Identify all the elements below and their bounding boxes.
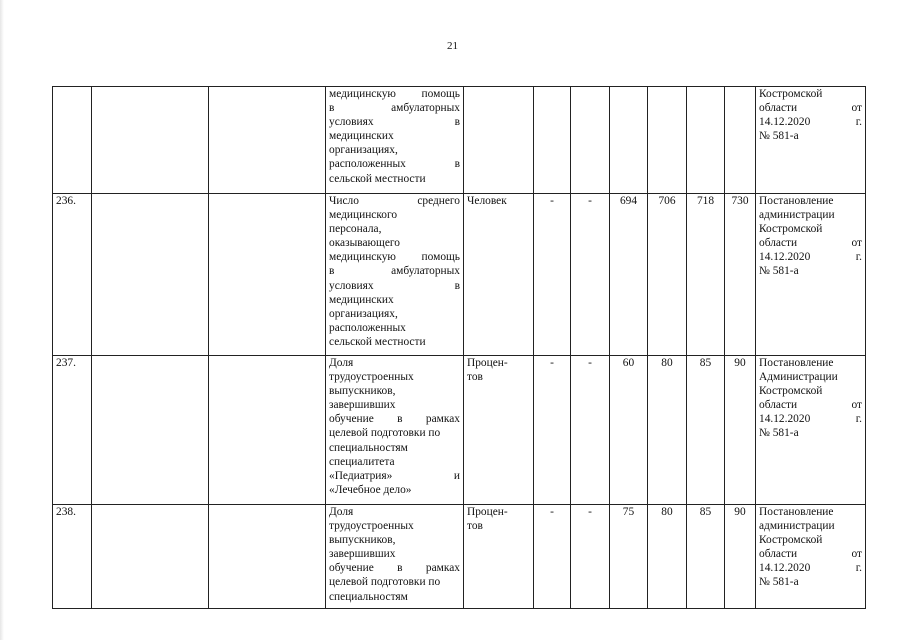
basis-line: № 581-а bbox=[759, 265, 799, 278]
indicator-line: организациях, bbox=[329, 144, 398, 157]
legal-basis bbox=[756, 356, 866, 505]
scan-edge bbox=[0, 0, 4, 640]
basis-line: 14.12.2020 г. bbox=[759, 562, 862, 575]
basis-line: Постановление bbox=[759, 195, 834, 207]
basis-line: администрации bbox=[759, 520, 835, 533]
value-v4 bbox=[648, 87, 687, 194]
indicator-line: условиях в bbox=[329, 279, 460, 292]
indicator-line: «Лечебное дело» bbox=[329, 483, 412, 496]
indicator-line: оказывающего bbox=[329, 237, 400, 250]
value-v1: - bbox=[534, 194, 571, 356]
value-v1 bbox=[534, 87, 571, 194]
value-v6: 90 bbox=[725, 356, 756, 505]
table-row bbox=[53, 194, 866, 356]
indicator-line: организациях, bbox=[329, 307, 398, 320]
table-row bbox=[53, 356, 866, 505]
value-v3: 75 bbox=[610, 505, 648, 609]
indicator-name bbox=[326, 87, 464, 194]
indicator-line: условиях в bbox=[329, 116, 460, 129]
unit-line: тов bbox=[467, 371, 483, 384]
indicator-line: сельской местности bbox=[329, 172, 426, 185]
indicator-line: Доля bbox=[329, 506, 354, 518]
basis-line: 14.12.2020 г. bbox=[759, 116, 862, 129]
indicator-name bbox=[326, 356, 464, 505]
basis-line: 14.12.2020 г. bbox=[759, 251, 862, 264]
indicator-line: специальностям bbox=[329, 590, 408, 603]
value-v3 bbox=[610, 87, 648, 194]
legal-basis bbox=[756, 505, 866, 609]
table-body bbox=[53, 87, 866, 609]
value-v1: - bbox=[534, 505, 571, 609]
indicator-line: в амбулаторных bbox=[329, 102, 460, 115]
basis-line: № 581-а bbox=[759, 427, 799, 440]
basis-line: Постановление bbox=[759, 506, 834, 518]
indicator-line: медицинских bbox=[329, 293, 394, 306]
indicator-line: Число среднего bbox=[329, 195, 460, 207]
basis-line: № 581-а bbox=[759, 130, 799, 143]
row-number: 237. bbox=[53, 356, 92, 505]
indicator-name bbox=[326, 194, 464, 356]
task-cell bbox=[209, 194, 326, 356]
indicator-line: сельской местности bbox=[329, 335, 426, 348]
value-v2: - bbox=[571, 356, 610, 505]
row-number bbox=[53, 87, 92, 194]
unit-cell bbox=[464, 356, 534, 505]
unit-line: Процен- bbox=[467, 506, 508, 518]
value-v1: - bbox=[534, 356, 571, 505]
indicator-line: в амбулаторных bbox=[329, 265, 460, 278]
value-v4: 80 bbox=[648, 505, 687, 609]
value-v3: 694 bbox=[610, 194, 648, 356]
indicator-line: медицинских bbox=[329, 130, 394, 143]
value-v3: 60 bbox=[610, 356, 648, 505]
basis-line: Постановление bbox=[759, 357, 834, 369]
value-v4: 80 bbox=[648, 356, 687, 505]
basis-line: администрации bbox=[759, 209, 835, 222]
indicator-line: «Педиатрия» и bbox=[329, 469, 460, 482]
indicator-line: завершивших bbox=[329, 399, 396, 412]
table-row bbox=[53, 505, 866, 609]
indicator-line: целевой подготовки по bbox=[329, 427, 441, 440]
task-cell bbox=[209, 356, 326, 505]
value-v6 bbox=[725, 87, 756, 194]
unit-line: тов bbox=[467, 520, 483, 533]
table-row bbox=[53, 87, 866, 194]
indicator-line: специалитета bbox=[329, 455, 395, 468]
indicators-table bbox=[52, 86, 866, 609]
basis-line: области от bbox=[759, 237, 862, 250]
indicator-name bbox=[326, 505, 464, 609]
row-number: 238. bbox=[53, 505, 92, 609]
task-cell bbox=[209, 505, 326, 609]
value-v2: - bbox=[571, 505, 610, 609]
indicator-line: расположенных bbox=[329, 321, 406, 334]
value-v6: 730 bbox=[725, 194, 756, 356]
indicator-line: выпускников, bbox=[329, 534, 396, 547]
program-cell bbox=[92, 87, 209, 194]
program-cell bbox=[92, 505, 209, 609]
unit-line: Человек bbox=[467, 195, 507, 207]
program-cell bbox=[92, 194, 209, 356]
indicator-line: медицинскую помощь bbox=[329, 251, 460, 264]
row-number: 236. bbox=[53, 194, 92, 356]
basis-line: Костромской bbox=[759, 223, 823, 236]
value-v6: 90 bbox=[725, 505, 756, 609]
value-v2 bbox=[571, 87, 610, 194]
basis-line: № 581-а bbox=[759, 576, 799, 589]
indicator-line: персонала, bbox=[329, 223, 382, 236]
basis-line: Костромской bbox=[759, 534, 823, 547]
value-v5: 718 bbox=[687, 194, 725, 356]
basis-line: 14.12.2020 г. bbox=[759, 413, 862, 426]
value-v2: - bbox=[571, 194, 610, 356]
unit-line: Процен- bbox=[467, 357, 508, 369]
value-v5: 85 bbox=[687, 356, 725, 505]
basis-line: области от bbox=[759, 548, 862, 561]
unit-cell bbox=[464, 194, 534, 356]
basis-line: Администрации bbox=[759, 371, 838, 384]
indicator-line: Доля bbox=[329, 357, 354, 369]
program-cell bbox=[92, 356, 209, 505]
value-v5: 85 bbox=[687, 505, 725, 609]
basis-line: Костромской bbox=[759, 385, 823, 398]
indicator-line: медицинского bbox=[329, 209, 398, 222]
page-number: 21 bbox=[447, 40, 458, 52]
indicator-line: целевой подготовки по bbox=[329, 576, 441, 589]
legal-basis bbox=[756, 194, 866, 356]
indicator-line: обучение в рамках bbox=[329, 562, 460, 575]
value-v5 bbox=[687, 87, 725, 194]
indicator-line: выпускников, bbox=[329, 385, 396, 398]
indicator-line: обучение в рамках bbox=[329, 413, 460, 426]
unit-cell bbox=[464, 505, 534, 609]
indicator-line: медицинскую помощь bbox=[329, 88, 460, 100]
value-v4: 706 bbox=[648, 194, 687, 356]
indicator-line: трудоустроенных bbox=[329, 371, 414, 384]
unit-cell bbox=[464, 87, 534, 194]
indicator-line: трудоустроенных bbox=[329, 520, 414, 533]
basis-line: области от bbox=[759, 399, 862, 412]
legal-basis bbox=[756, 87, 866, 194]
basis-line: Костромской bbox=[759, 88, 823, 100]
task-cell bbox=[209, 87, 326, 194]
indicator-line: специальностям bbox=[329, 441, 408, 454]
indicator-line: расположенных в bbox=[329, 158, 460, 171]
indicator-line: завершивших bbox=[329, 548, 396, 561]
basis-line: области от bbox=[759, 102, 862, 115]
